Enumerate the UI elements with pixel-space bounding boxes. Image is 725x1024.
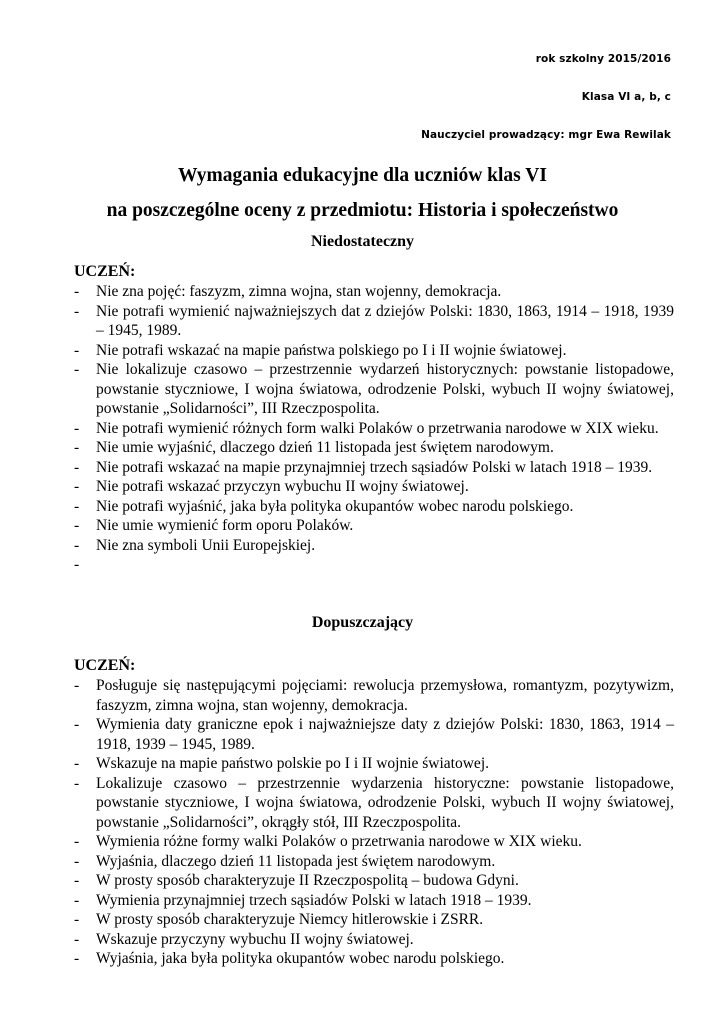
- list-item: - Nie potrafi wskazać przyczyn wybuchu II wojny światowej.: [74, 477, 674, 497]
- list-item: - Nie umie wymienić form oporu Polaków.: [74, 516, 674, 536]
- list-item: - Wyjaśnia, jaka była polityka okupantów wobec narodu polskiego.: [74, 949, 674, 969]
- section-heading-niedostateczny: Niedostateczny: [310, 233, 415, 250]
- list-item: - Lokalizuje czasowo – przestrzennie wydarzenia historyczne: powstanie listopadowe, powstanie styczniowe, I wojna światowa, odrodzenie Polski, wybuch II wojny światowej, powstanie „Solidarności”, okrągły stół, III Rzeczpospolita.: [74, 774, 674, 833]
- student-label: UCZEŃ:: [74, 657, 136, 674]
- document-title-line2: na poszczególne oceny z przedmiotu: Historia i społeczeństwo: [106, 200, 619, 221]
- document-title-line1: Wymagania edukacyjne dla uczniów klas VI: [178, 165, 547, 186]
- list-item: - Nie potrafi wymienić najważniejszych dat z dziejów Polski: 1830, 1863, 1914 – 1918, 1939 – 1945, 1989.: [74, 302, 674, 341]
- list-item: - W prosty sposób charakteryzuje Niemcy hitlerowskie i ZSRR.: [74, 910, 674, 930]
- list-item: - Wymienia przynajmniej trzech sąsiadów Polski w latach 1918 – 1939.: [74, 891, 674, 911]
- list-item: - W prosty sposób charakteryzuje II Rzeczpospolitą – budowa Gdyni.: [74, 871, 674, 891]
- list-item: - Wymienia daty graniczne epok i najważniejsze daty z dziejów Polski: 1830, 1863, 1914 – 1918, 1939 – 1945, 1989.: [74, 715, 674, 754]
- list-item: - Nie potrafi wskazać na mapie państwa polskiego po I i II wojnie światowej.: [74, 341, 674, 361]
- section-heading-dopuszczajacy: Dopuszczający: [311, 614, 414, 631]
- list-item: - Nie zna pojęć: faszyzm, zimna wojna, stan wojenny, demokracja.: [74, 282, 674, 302]
- student-label: UCZEŃ:: [74, 263, 136, 280]
- list-item: - Nie umie wyjaśnić, dlaczego dzień 11 listopada jest świętem narodowym.: [74, 438, 674, 458]
- list-item: - Nie zna symboli Unii Europejskiej.: [74, 536, 674, 556]
- requirements-list-niedostateczny: [74, 282, 674, 575]
- requirements-list-dopuszczajacy: [74, 676, 674, 969]
- list-item: - Nie lokalizuje czasowo – przestrzennie wydarzeń historycznych: powstanie listopadowe, powstanie styczniowe, I wojna światowa, odrodzenie Polski, wybuch II wojny światowej, powstanie „Solidarności”, III Rzeczpospolita.: [74, 360, 674, 419]
- list-item: - Wymienia różne formy walki Polaków o przetrwania narodowe w XIX wieku.: [74, 832, 674, 852]
- list-item: [74, 555, 674, 575]
- class-list: Klasa VI a, b, c: [581, 91, 671, 103]
- list-item: - Wskazuje na mapie państwo polskie po I i II wojnie światowej.: [74, 754, 674, 774]
- list-item: - Wyjaśnia, dlaczego dzień 11 listopada jest świętem narodowym.: [74, 852, 674, 872]
- list-item: - Nie potrafi wskazać na mapie przynajmniej trzech sąsiadów Polski w latach 1918 – 1939.: [74, 458, 674, 478]
- list-item: - Wskazuje przyczyny wybuchu II wojny światowej.: [74, 930, 674, 950]
- school-year: rok szkolny 2015/2016: [535, 53, 671, 65]
- list-item: - Posługuje się następującymi pojęciami: rewolucja przemysłowa, romantyzm, pozytywizm, faszyzm, zimna wojna, stan wojenny, demokracja.: [74, 676, 674, 715]
- teacher-name: Nauczyciel prowadzący: mgr Ewa Rewilak: [421, 129, 671, 141]
- list-item: - Nie potrafi wyjaśnić, jaka była polityka okupantów wobec narodu polskiego.: [74, 497, 674, 517]
- list-item: - Nie potrafi wymienić różnych form walki Polaków o przetrwania narodowe w XIX wieku.: [74, 419, 674, 439]
